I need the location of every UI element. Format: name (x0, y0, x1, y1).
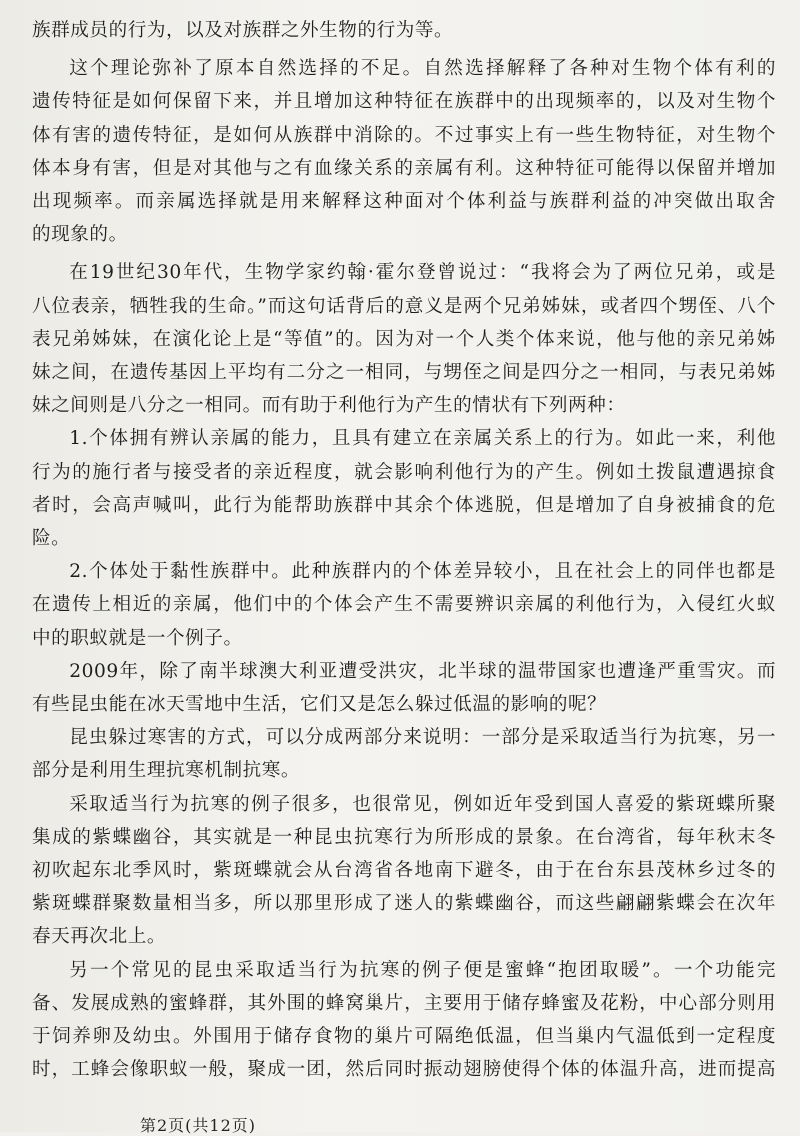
page-number: 第2页(共12页) (140, 1116, 257, 1135)
paragraph-2 (32, 52, 776, 251)
text-line: 集成的紫蝶幽谷，其实就是一种昆虫抗寒行为所形成的景象。在台湾省，每年秋末冬 (32, 826, 776, 848)
text-line: 出现频率。而亲属选择就是用来解释这种面对个体利益与族群利益的冲突做出取舍 (32, 191, 776, 213)
text-line: 时，工蜂会像职蚁一般，聚成一团，然后同时振动翅膀使得个体的体温升高，进而提高 (32, 1059, 776, 1081)
text-line: 有些昆虫能在冰天雪地中生活，它们又是怎么躲过低温的影响的呢？ (32, 694, 607, 716)
text-line: 在遗传上相近的亲属，他们中的个体会产生不需要辨识亲属的利他行为，入侵红火蚁 (32, 594, 776, 616)
text-line: 部分是利用生理抗寒机制抗寒。 (32, 760, 301, 782)
text-line: 中的职蚁就是一个例子。 (32, 627, 243, 649)
text-line: 族群成员的行为，以及对族群之外生物的行为等。 (32, 20, 454, 41)
text-line: 采取适当行为抗寒的例子很多，也很常见，例如近年受到国人喜爱的紫斑蝶所聚 (69, 793, 776, 815)
paragraph-4 (32, 422, 776, 555)
text-line: 2009年，除了南半球澳大利亚遭受洪灾，北半球的温带国家也遭逢严重雪灾。而 (69, 660, 776, 682)
paragraph-5 (32, 555, 776, 655)
text-line: 这个理论弥补了原本自然选择的不足。自然选择解释了各种对生物个体有利的 (69, 58, 776, 80)
text-line: 体有害的遗传特征，是如何从族群中消除的。不过事实上有一些生物特征，对生物个 (32, 124, 776, 146)
text-line: 体本身有害，但是对其他与之有血缘关系的亲属有利。这种特征可能得以保留并增加 (32, 157, 776, 179)
text-line: 妹之间，在遗传基因上平均有二分之一相同，与甥侄之间是四分之一相同，与表兄弟姊 (32, 362, 776, 384)
text-line: 行为的施行者与接受者的亲近程度，就会影响利他行为的产生。例如土拨鼠遭遇掠食 (32, 461, 776, 483)
text-line: 表兄弟姊妹，在演化论上是“等值”的。因为对一个人类个体来说，他与他的亲兄弟姊 (32, 328, 776, 350)
text-line: 春天再次北上。 (32, 926, 167, 948)
text-line: 遗传特征是如何保留下来，并且增加这种特征在族群中的出现频率的，以及对生物个 (32, 91, 776, 113)
paragraph-9 (32, 954, 776, 1087)
paragraph-1 (32, 14, 776, 47)
text-line: 者时，会高声喊叫，此行为能帮助族群中其余个体逃脱，但是增加了自身被捕食的危险。 (32, 494, 776, 550)
text-line: 初吹起东北季风时，紫斑蝶就会从台湾省各地南下避冬，由于在台东县茂林乡过冬的 (32, 860, 776, 882)
text-line: 2.个体处于黏性族群中。此种族群内的个体差异较小，且在社会上的同伴也都是 (69, 561, 776, 583)
text-line: 的现象的。 (32, 224, 128, 246)
text-line: 另一个常见的昆虫采取适当行为抗寒的例子便是蜜蜂“抱团取暖”。一个功能完 (69, 959, 776, 981)
paragraph-3 (32, 256, 776, 422)
text-line: 在19世纪30年代，生物学家约翰·霍尔登曾说过：“我将会为了两位兄弟，或是 (69, 262, 776, 284)
text-line: 妹之间则是八分之一相同。而有助于利他行为产生的情状有下列两种： (32, 395, 626, 417)
text-line: 1.个体拥有辨认亲属的能力，且具有建立在亲属关系上的行为。如此一来，利他 (69, 428, 776, 450)
paragraph-6 (32, 655, 776, 721)
paragraph-7 (32, 721, 776, 787)
text-line: 于饲养卵及幼虫。外围用于储存食物的巢片可隔绝低温，但当巢内气温低到一定程度 (32, 1026, 776, 1048)
text-line: 昆虫躲过寒害的方式，可以分成两部分来说明：一部分是采取适当行为抗寒，另一 (69, 727, 776, 749)
paragraph-8 (32, 788, 776, 954)
text-line: 八位表亲，牺牲我的生命。”而这句话背后的意义是两个兄弟姊妹，或者四个甥侄、八个 (32, 295, 776, 317)
text-line: 备、发展成熟的蜜蜂群，其外围的蜂窝巢片，主要用于储存蜂蜜及花粉，中心部分则用 (32, 992, 776, 1014)
text-line: 紫斑蝶群聚数量相当多，所以那里形成了迷人的紫蝶幽谷，而这些翩翩紫蝶会在次年 (32, 893, 776, 915)
